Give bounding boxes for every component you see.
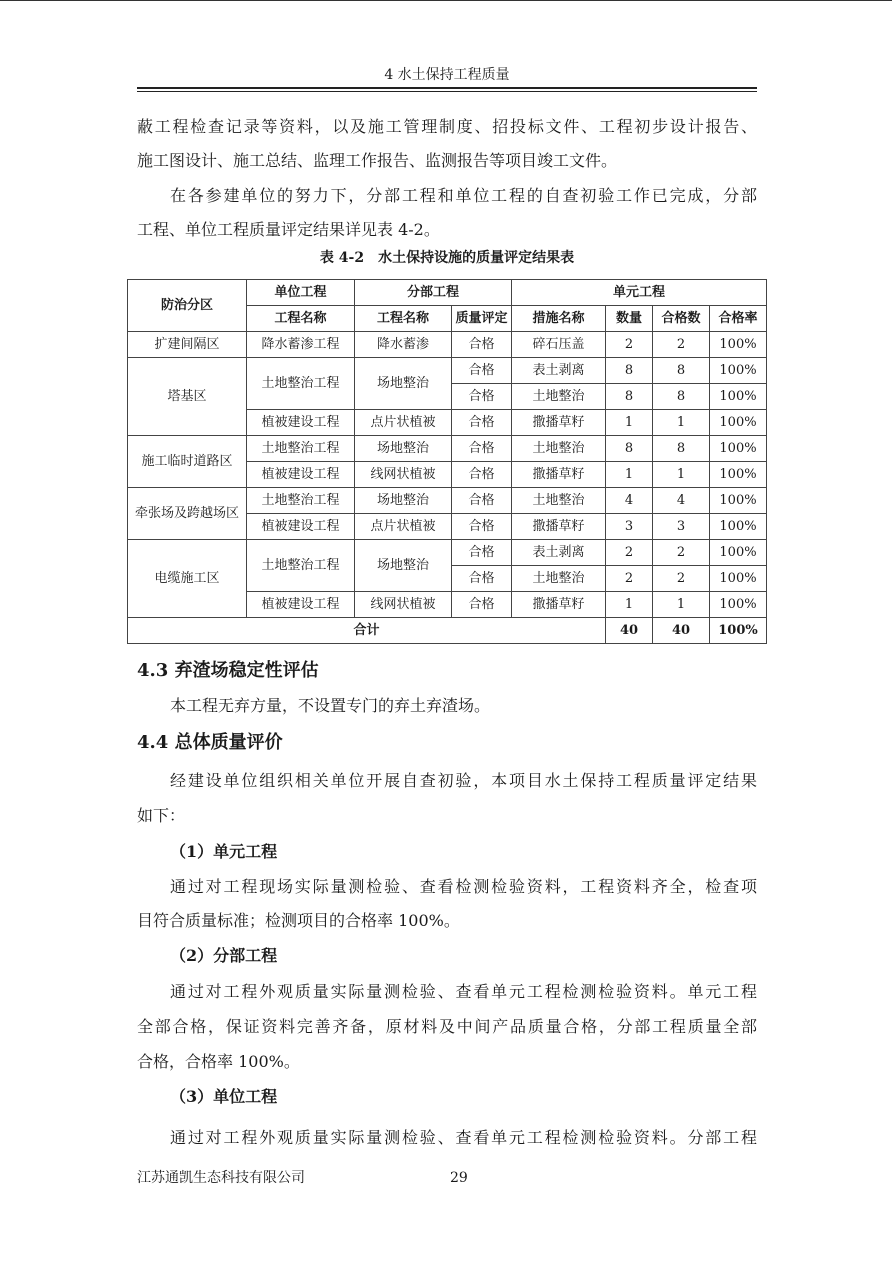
passed-cell: 4 xyxy=(653,488,710,514)
measure-cell: 表土剥离 xyxy=(512,540,606,566)
total-passed: 40 xyxy=(653,618,710,644)
quality-cell: 合格 xyxy=(452,540,512,566)
subheading-unit-project: （3）单位工程 xyxy=(170,1087,278,1106)
table-row xyxy=(128,358,767,384)
table-row xyxy=(128,488,767,514)
count-cell: 1 xyxy=(606,462,653,488)
passed-cell: 8 xyxy=(653,358,710,384)
unit-cell: 土地整治工程 xyxy=(247,488,355,514)
passed-cell: 2 xyxy=(653,332,710,358)
division-cell: 线网状植被 xyxy=(355,592,452,618)
division-cell: 场地整治 xyxy=(355,540,452,592)
paragraph-line: 工程、单位工程质量评定结果详见表 4-2。 xyxy=(137,220,440,239)
measure-cell: 撒播草籽 xyxy=(512,462,606,488)
rate-cell: 100% xyxy=(710,410,767,436)
division-cell: 场地整治 xyxy=(355,358,452,410)
division-cell: 降水蓄渗 xyxy=(355,332,452,358)
unit-cell: 植被建设工程 xyxy=(247,514,355,540)
zone-cell: 塔基区 xyxy=(128,358,247,436)
paragraph-line: 通过对工程外观质量实际量测检验、查看单元工程检测检验资料。单元工程 xyxy=(170,982,757,1001)
unit-cell: 植被建设工程 xyxy=(247,462,355,488)
quality-cell: 合格 xyxy=(452,488,512,514)
paragraph-line: 通过对工程现场实际量测检验、查看检测检验资料，工程资料齐全，检查项 xyxy=(170,877,757,896)
table-row xyxy=(128,332,767,358)
total-count: 40 xyxy=(606,618,653,644)
header-division: 分部工程 xyxy=(355,280,512,306)
header-element: 单元工程 xyxy=(512,280,767,306)
rate-cell: 100% xyxy=(710,540,767,566)
count-cell: 8 xyxy=(606,384,653,410)
header-unit: 单位工程 xyxy=(247,280,355,306)
rate-cell: 100% xyxy=(710,514,767,540)
footer-company: 江苏通凯生态科技有限公司 xyxy=(137,1170,305,1186)
zone-cell: 扩建间隔区 xyxy=(128,332,247,358)
count-cell: 3 xyxy=(606,514,653,540)
quality-cell: 合格 xyxy=(452,332,512,358)
count-cell: 2 xyxy=(606,566,653,592)
quality-cell: 合格 xyxy=(452,514,512,540)
header-rule xyxy=(137,87,757,89)
rate-cell: 100% xyxy=(710,592,767,618)
paragraph-line: 如下： xyxy=(137,806,186,825)
quality-assessment-table xyxy=(127,279,767,644)
header-division-name: 工程名称 xyxy=(355,306,452,332)
table-header-row xyxy=(128,280,767,306)
total-label: 合计 xyxy=(128,618,606,644)
quality-cell: 合格 xyxy=(452,462,512,488)
quality-cell: 合格 xyxy=(452,410,512,436)
header-passed: 合格数 xyxy=(653,306,710,332)
unit-cell: 降水蓄渗工程 xyxy=(247,332,355,358)
division-cell: 场地整治 xyxy=(355,488,452,514)
table-row xyxy=(128,540,767,566)
header-quality: 质量评定 xyxy=(452,306,512,332)
paragraph-line: 全部合格，保证资料完善齐备，原材料及中间产品质量合格，分部工程质量全部 xyxy=(137,1017,757,1036)
header-measure: 措施名称 xyxy=(512,306,606,332)
paragraph-line: 经建设单位组织相关单位开展自查初验，本项目水土保持工程质量评定结果 xyxy=(170,771,757,790)
count-cell: 1 xyxy=(606,410,653,436)
paragraph-line: 目符合质量标准；检测项目的合格率 100%。 xyxy=(137,911,460,930)
division-cell: 场地整治 xyxy=(355,436,452,462)
rate-cell: 100% xyxy=(710,332,767,358)
count-cell: 8 xyxy=(606,358,653,384)
subheading-unit-element: （1）单元工程 xyxy=(170,842,278,861)
measure-cell: 土地整治 xyxy=(512,436,606,462)
table-caption: 表 4-2 水土保持设施的质量评定结果表 xyxy=(319,250,575,266)
rate-cell: 100% xyxy=(710,488,767,514)
passed-cell: 2 xyxy=(653,540,710,566)
passed-cell: 3 xyxy=(653,514,710,540)
rate-cell: 100% xyxy=(710,436,767,462)
quality-cell: 合格 xyxy=(452,358,512,384)
measure-cell: 土地整治 xyxy=(512,566,606,592)
rate-cell: 100% xyxy=(710,566,767,592)
rate-cell: 100% xyxy=(710,358,767,384)
rate-cell: 100% xyxy=(710,462,767,488)
measure-cell: 表土剥离 xyxy=(512,358,606,384)
passed-cell: 8 xyxy=(653,436,710,462)
quality-cell: 合格 xyxy=(452,384,512,410)
count-cell: 1 xyxy=(606,592,653,618)
unit-cell: 土地整治工程 xyxy=(247,540,355,592)
zone-cell: 施工临时道路区 xyxy=(128,436,247,488)
unit-cell: 土地整治工程 xyxy=(247,436,355,462)
division-cell: 点片状植被 xyxy=(355,410,452,436)
passed-cell: 1 xyxy=(653,462,710,488)
quality-cell: 合格 xyxy=(452,436,512,462)
division-cell: 点片状植被 xyxy=(355,514,452,540)
section-heading-4-4: 4.4 总体质量评价 xyxy=(137,732,283,753)
division-cell: 线网状植被 xyxy=(355,462,452,488)
measure-cell: 土地整治 xyxy=(512,384,606,410)
passed-cell: 8 xyxy=(653,384,710,410)
page-number: 29 xyxy=(450,1170,468,1186)
measure-cell: 撒播草籽 xyxy=(512,514,606,540)
measure-cell: 土地整治 xyxy=(512,488,606,514)
rate-cell: 100% xyxy=(710,384,767,410)
passed-cell: 1 xyxy=(653,410,710,436)
page-edge xyxy=(0,0,892,1)
section-heading-4-3: 4.3 弃渣场稳定性评估 xyxy=(137,660,319,681)
zone-cell: 牵张场及跨越场区 xyxy=(128,488,247,540)
unit-cell: 植被建设工程 xyxy=(247,592,355,618)
header-unit-name: 工程名称 xyxy=(247,306,355,332)
subheading-division: （2）分部工程 xyxy=(170,946,278,965)
header-count: 数量 xyxy=(606,306,653,332)
quality-cell: 合格 xyxy=(452,566,512,592)
header-rate: 合格率 xyxy=(710,306,767,332)
count-cell: 2 xyxy=(606,332,653,358)
measure-cell: 碎石压盖 xyxy=(512,332,606,358)
measure-cell: 撒播草籽 xyxy=(512,410,606,436)
paragraph-line: 合格，合格率 100%。 xyxy=(137,1052,300,1071)
unit-cell: 植被建设工程 xyxy=(247,410,355,436)
measure-cell: 撒播草籽 xyxy=(512,592,606,618)
count-cell: 4 xyxy=(606,488,653,514)
paragraph-line: 在各参建单位的努力下，分部工程和单位工程的自查初验工作已完成，分部 xyxy=(170,186,757,205)
zone-cell: 电缆施工区 xyxy=(128,540,247,618)
header-zone: 防治分区 xyxy=(128,280,247,332)
paragraph-line: 本工程无弃方量，不设置专门的弃土弃渣场。 xyxy=(170,696,491,715)
paragraph-line: 施工图设计、施工总结、监理工作报告、监测报告等项目竣工文件。 xyxy=(137,151,618,170)
paragraph-line: 蔽工程检查记录等资料，以及施工管理制度、招投标文件、工程初步设计报告、 xyxy=(137,117,757,136)
passed-cell: 2 xyxy=(653,566,710,592)
paragraph-line: 通过对工程外观质量实际量测检验、查看单元工程检测检验资料。分部工程 xyxy=(170,1128,757,1147)
header-rule-thin xyxy=(137,91,757,92)
quality-cell: 合格 xyxy=(452,592,512,618)
passed-cell: 1 xyxy=(653,592,710,618)
total-rate: 100% xyxy=(710,618,767,644)
table-row xyxy=(128,436,767,462)
running-header: 4 水土保持工程质量 xyxy=(384,67,510,83)
count-cell: 8 xyxy=(606,436,653,462)
table-total-row xyxy=(128,618,767,644)
count-cell: 2 xyxy=(606,540,653,566)
unit-cell: 土地整治工程 xyxy=(247,358,355,410)
